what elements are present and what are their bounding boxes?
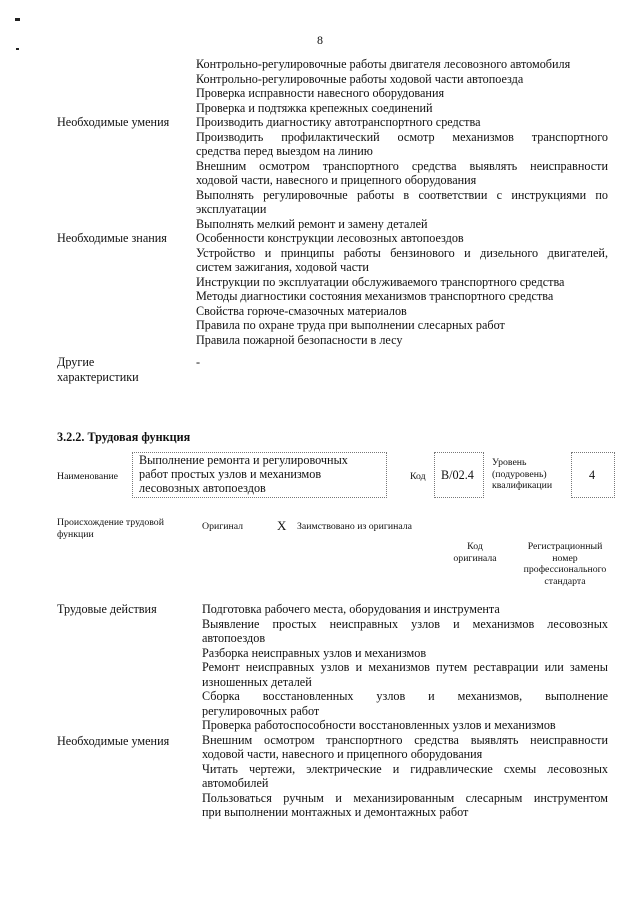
list-item-cont: эксплуатации <box>196 202 267 216</box>
scan-mark <box>15 18 20 21</box>
level-value: 4 <box>589 468 596 482</box>
name-line: Выполнение ремонта и регулировочных <box>139 453 348 467</box>
level-label <box>492 457 552 492</box>
list-item-cont: автомобилей <box>202 776 269 790</box>
knowledge-row <box>0 231 640 347</box>
page-number: 8 <box>317 33 323 47</box>
row-label: Трудовые действия <box>57 602 157 616</box>
list-item-cont: ходовой части, навесного и прицепного оборудования <box>196 173 477 187</box>
code-original-label <box>440 541 510 564</box>
list-item: Инструкции по эксплуатации обслуживаемого транспортного средства <box>196 274 565 289</box>
borrowed-label: Заимствовано из оригинала <box>297 521 412 532</box>
row-label: Необходимые умения <box>57 115 170 129</box>
code-value: В/02.4 <box>441 468 474 482</box>
list-item-cont: изношенных деталей <box>202 674 312 689</box>
skills-row <box>0 115 640 231</box>
bottom-section <box>0 602 640 820</box>
list-item: Проверка исправности навесного оборудования <box>196 86 445 100</box>
list-item: Производить диагностику автотранспортного средства <box>196 115 481 129</box>
origin-label <box>57 517 164 540</box>
scan-mark <box>16 48 19 50</box>
list-item: Выполнять регулировочные работы в соответствии с инструкциями по <box>196 187 608 202</box>
level-label-line: Уровень <box>492 457 527 468</box>
list-item: Контрольно-регулировочные работы двигателя лесовозного автомобиля <box>196 57 571 71</box>
code-original-line: Код <box>467 541 483 552</box>
reg-number-line: номер <box>552 552 578 564</box>
other-row <box>0 355 640 384</box>
list-item: Проверка работоспособности восстановленных узлов и механизмов <box>202 718 556 732</box>
list-item: Внешним осмотром транспортного средства выявлять неисправности <box>202 732 608 747</box>
list-item: Методы диагностики состояния механизмов транспортного средства <box>196 289 554 303</box>
list-item: Особенности конструкции лесовозных автопоездов <box>196 231 464 245</box>
list-item-cont: средства перед выездом на линию <box>196 144 373 158</box>
list-item: Правила по охране труда при выполнении слесарных работ <box>196 318 505 332</box>
code-original-line: оригинала <box>453 552 497 564</box>
level-label-line: квалификации <box>492 480 553 491</box>
origin-label-line: Происхождение трудовой <box>57 517 164 528</box>
section-title: 3.2.2. Трудовая функция <box>57 430 191 444</box>
list-item: Читать чертежи, электрические и гидравлические схемы лесовозных <box>202 761 608 776</box>
reg-number-label <box>515 541 615 587</box>
name-label: Наименование <box>57 471 119 482</box>
list-item: Правила пожарной безопасности в лесу <box>196 332 403 347</box>
list-item: Выявление простых неисправных узлов и механизмов лесовозных <box>202 616 608 631</box>
list-item-cont: регулировочных работ <box>202 703 320 718</box>
reg-number-line: Регистрационный <box>527 541 603 552</box>
list-item-cont: при выполнении монтажных и демонтажных работ <box>202 805 469 819</box>
list-item: Внешним осмотром транспортного средства выявлять неисправности <box>196 158 608 173</box>
level-label-line: (подуровень) <box>492 468 547 480</box>
list-item: Разборка неисправных узлов и механизмов <box>202 645 427 660</box>
list-item: Устройство и принципы работы бензинового и дизельного двигателей, <box>196 245 608 260</box>
original-label: Оригинал <box>202 521 244 532</box>
list-item: Контрольно-регулировочные работы ходовой части автопоезда <box>196 71 524 86</box>
name-line: лесовозных автопоездов <box>139 481 266 495</box>
list-item: Свойства горюче-смазочных материалов <box>196 303 407 318</box>
function-name <box>139 453 348 495</box>
list-item: Выполнять мелкий ремонт и замену деталей <box>196 216 428 231</box>
actions-row <box>0 602 640 733</box>
code-label: Код <box>410 471 426 482</box>
row-label: характеристики <box>57 370 139 384</box>
reg-number-line: стандарта <box>544 575 586 587</box>
top-section <box>0 57 640 384</box>
original-mark: X <box>277 518 287 533</box>
list-item-cont: автопоездов <box>202 631 266 645</box>
list-item-cont: ходовой части, навесного и прицепного оборудования <box>202 747 483 761</box>
skills-row <box>0 733 640 820</box>
list-item: Сборка восстановленных узлов и механизмов, выполнение <box>202 689 608 703</box>
list-item: Ремонт неисправных узлов и механизмов путем реставрации или замены <box>202 660 608 674</box>
list-item-cont: систем зажигания, ходовой части <box>196 260 369 274</box>
row-label: Необходимые умения <box>57 733 170 748</box>
name-line: работ простых узлов и механизмов <box>139 467 322 481</box>
other-value: - <box>196 355 201 369</box>
list-item: Производить профилактический осмотр механизмов транспортного <box>196 129 608 144</box>
origin-label-line: функции <box>57 528 94 540</box>
list-item: Проверка и подтяжка крепежных соединений <box>196 100 433 115</box>
reg-number-line: профессионального <box>523 564 607 575</box>
row-label: Другие <box>57 355 95 369</box>
list-item: Пользоваться ручным и механизированным слесарным инструментом <box>202 790 608 805</box>
row-label: Необходимые знания <box>57 231 167 245</box>
list-item: Подготовка рабочего места, оборудования и инструмента <box>202 602 500 616</box>
